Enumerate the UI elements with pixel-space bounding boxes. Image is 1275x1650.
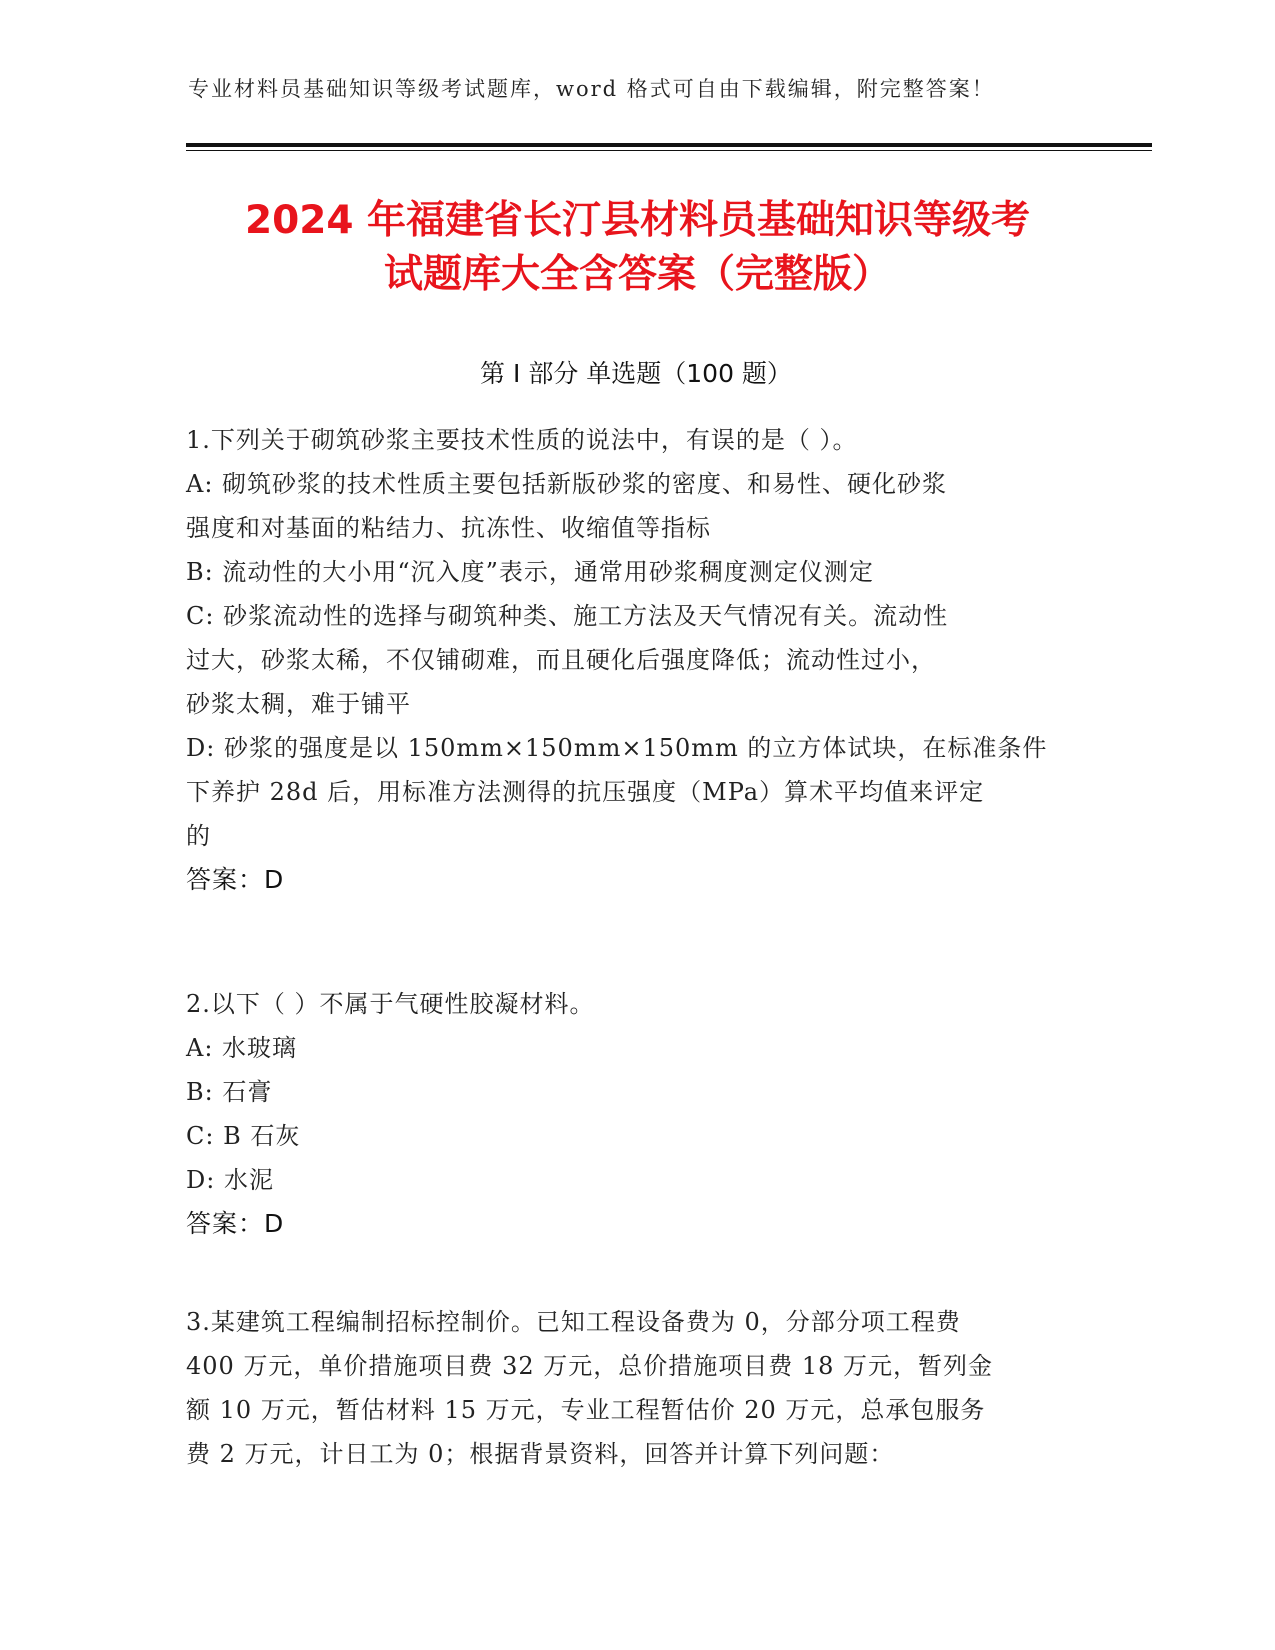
question-1-option-c-cont: 过大，砂浆太稀，不仅铺砌难，而且硬化后强度降低；流动性过小，	[186, 646, 936, 674]
question-1-answer: 答案：D	[186, 865, 285, 894]
question-1-option-d-cont: 下养护 28d 后，用标准方法测得的抗压强度（MPa）算术平均值来评定	[186, 778, 985, 806]
question-3-stem-cont: 费 2 万元，计日工为 0；根据背景资料，回答并计算下列问题：	[186, 1440, 895, 1468]
header-rule-thin	[186, 150, 1152, 151]
question-2-option-a: A: 水玻璃	[186, 1034, 298, 1062]
question-3-stem: 3.某建筑工程编制招标控制价。已知工程设备费为 0，分部分项工程费	[186, 1308, 961, 1336]
question-1-option-a: A: 砌筑砂浆的技术性质主要包括新版砂浆的密度、和易性、硬化砂浆	[186, 470, 948, 498]
question-1-option-c: C: 砂浆流动性的选择与砌筑种类、施工方法及天气情况有关。流动性	[186, 602, 949, 630]
question-1-option-d: D: 砂浆的强度是以 150mm×150mm×150mm 的立方体试块，在标准条件	[186, 734, 1048, 762]
question-3-stem-cont: 额 10 万元，暂估材料 15 万元，专业工程暂估价 20 万元，总承包服务	[186, 1396, 986, 1424]
question-2-answer: 答案：D	[186, 1209, 285, 1238]
question-2-option-d: D: 水泥	[186, 1166, 274, 1194]
header-rule-thick	[186, 143, 1152, 147]
question-1-stem: 1.下列关于砌筑砂浆主要技术性质的说法中，有误的是（ ）。	[186, 426, 858, 454]
question-1-option-a-cont: 强度和对基面的粘结力、抗冻性、收缩值等指标	[186, 514, 711, 542]
question-1-option-b: B: 流动性的大小用“沉入度”表示，通常用砂浆稠度测定仪测定	[186, 558, 874, 586]
document-title	[150, 194, 1125, 302]
question-1	[186, 418, 1078, 902]
header-note: 专业材料员基础知识等级考试题库，word 格式可自由下载编辑，附完整答案！	[188, 77, 995, 101]
question-3	[186, 1300, 1078, 1476]
question-2	[186, 982, 1078, 1246]
question-2-option-c: C: B 石灰	[186, 1122, 301, 1150]
question-3-stem-cont: 400 万元，单价措施项目费 32 万元，总价措施项目费 18 万元，暂列金	[186, 1352, 994, 1380]
question-1-option-d-cont: 的	[186, 822, 211, 850]
title-line-2: 试题库大全含答案（完整版）	[383, 252, 891, 297]
question-1-option-c-cont: 砂浆太稠，难于铺平	[186, 690, 411, 718]
question-2-stem: 2.以下（ ）不属于气硬性胶凝材料。	[186, 990, 595, 1018]
question-2-option-b: B: 石膏	[186, 1078, 273, 1106]
section-title: 第 I 部分 单选题（100 题）	[480, 359, 792, 388]
title-line-1: 2024 年福建省长汀县材料员基础知识等级考	[244, 198, 1031, 243]
